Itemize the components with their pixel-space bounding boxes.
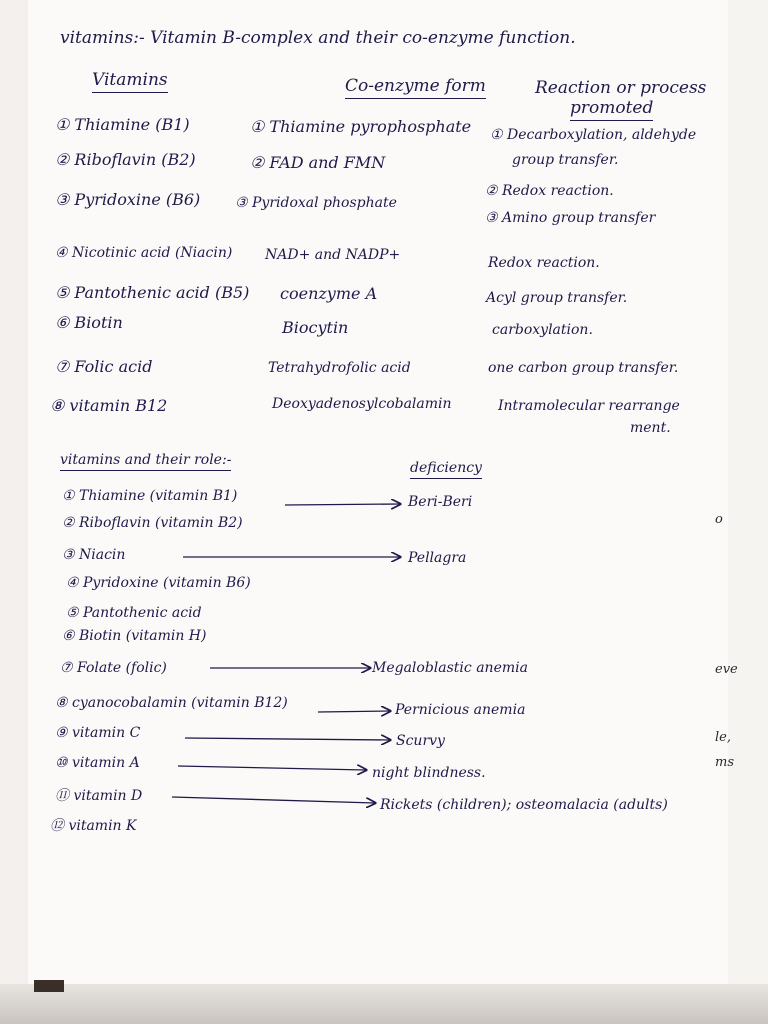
row-reaction: ① Decarboxylation, aldehyde bbox=[490, 127, 697, 143]
vitamin-item: ⑤ Pantothenic acid bbox=[66, 605, 202, 621]
deficiency-item: Beri-Beri bbox=[408, 494, 473, 510]
row-coenzyme: Tetrahydrofolic acid bbox=[268, 360, 411, 376]
row-reaction: carboxylation. bbox=[492, 322, 593, 338]
header-reaction-line2: promoted bbox=[570, 98, 653, 121]
arrow-pernicious bbox=[318, 711, 390, 712]
deficiency-item: Scurvy bbox=[396, 733, 445, 749]
vitamin-item: ⑧ cyanocobalamin (vitamin B12) bbox=[55, 695, 288, 711]
arrow-scurvy bbox=[185, 738, 390, 740]
row-coenzyme: ③ Pyridoxal phosphate bbox=[235, 195, 397, 211]
row-vitamin: ⑦ Folic acid bbox=[55, 357, 153, 376]
row-vitamin: ⑥ Biotin bbox=[55, 313, 123, 332]
vitamin-item: ⑨ vitamin C bbox=[55, 725, 141, 741]
margin-fragment: eve bbox=[715, 662, 738, 677]
row-coenzyme: ② FAD and FMN bbox=[250, 153, 386, 172]
row-coenzyme: ① Thiamine pyrophosphate bbox=[250, 117, 472, 136]
deficiency-item: night blindness. bbox=[372, 765, 486, 781]
row-vitamin: ① Thiamine (B1) bbox=[55, 115, 190, 134]
row-reaction: Acyl group transfer. bbox=[486, 290, 628, 306]
arrow-rickets bbox=[172, 797, 375, 803]
row-reaction: ③ Amino group transfer bbox=[485, 210, 656, 226]
vitamin-item: ① Thiamine (vitamin B1) bbox=[62, 488, 238, 504]
vitamin-item: ⑫ vitamin K bbox=[50, 818, 137, 834]
vitamin-item: ② Riboflavin (vitamin B2) bbox=[62, 515, 243, 531]
row-reaction: Redox reaction. bbox=[488, 255, 600, 271]
row-reaction-cont: ment. bbox=[630, 420, 671, 436]
deficiency-item: Rickets (children); osteomalacia (adults) bbox=[380, 797, 668, 813]
row-coenzyme: NAD+ and NADP+ bbox=[265, 247, 401, 263]
row-coenzyme: coenzyme A bbox=[280, 284, 378, 303]
header-vitamins: Vitamins bbox=[92, 70, 168, 93]
row-coenzyme: Biocytin bbox=[282, 318, 349, 337]
margin-fragment: o bbox=[715, 512, 723, 527]
header-coenzyme: Co-enzyme form bbox=[345, 76, 486, 99]
vitamin-item: ④ Pyridoxine (vitamin B6) bbox=[66, 575, 251, 591]
row-reaction: ② Redox reaction. bbox=[485, 183, 614, 199]
page-title: vitamins:- Vitamin B-complex and their co-enzyme function. bbox=[60, 28, 576, 48]
vitamin-item: ⑩ vitamin A bbox=[55, 755, 140, 771]
deficiency-item: Megaloblastic anemia bbox=[372, 660, 528, 676]
margin-fragment: ms bbox=[715, 755, 734, 770]
arrow-night-blindness bbox=[178, 766, 366, 770]
row-vitamin: ③ Pyridoxine (B6) bbox=[55, 190, 201, 209]
vitamin-item: ⑪ vitamin D bbox=[55, 788, 143, 804]
vitamin-item: ③ Niacin bbox=[62, 547, 126, 563]
deficiency-item: Pellagra bbox=[408, 550, 467, 566]
header-reaction-line1: Reaction or process bbox=[535, 78, 707, 98]
vitamin-item: ⑥ Biotin (vitamin H) bbox=[62, 628, 207, 644]
arrow-beriberi bbox=[285, 504, 400, 505]
row-coenzyme: Deoxyadenosylcobalamin bbox=[272, 396, 452, 412]
margin-fragment: le, bbox=[715, 730, 731, 745]
deficiency-header: deficiency bbox=[410, 460, 482, 479]
vitamin-item: ⑦ Folate (folic) bbox=[60, 660, 167, 676]
section-heading: vitamins and their role:- bbox=[60, 452, 231, 471]
row-vitamin: ④ Nicotinic acid (Niacin) bbox=[55, 245, 233, 261]
row-vitamin: ② Riboflavin (B2) bbox=[55, 150, 196, 169]
row-vitamin: ⑤ Pantothenic acid (B5) bbox=[55, 283, 250, 302]
row-reaction-cont: group transfer. bbox=[512, 152, 619, 168]
row-reaction: Intramolecular rearrange bbox=[498, 398, 680, 414]
deficiency-item: Pernicious anemia bbox=[395, 702, 526, 718]
row-vitamin: ⑧ vitamin B12 bbox=[50, 396, 168, 415]
row-reaction: one carbon group transfer. bbox=[488, 360, 679, 376]
